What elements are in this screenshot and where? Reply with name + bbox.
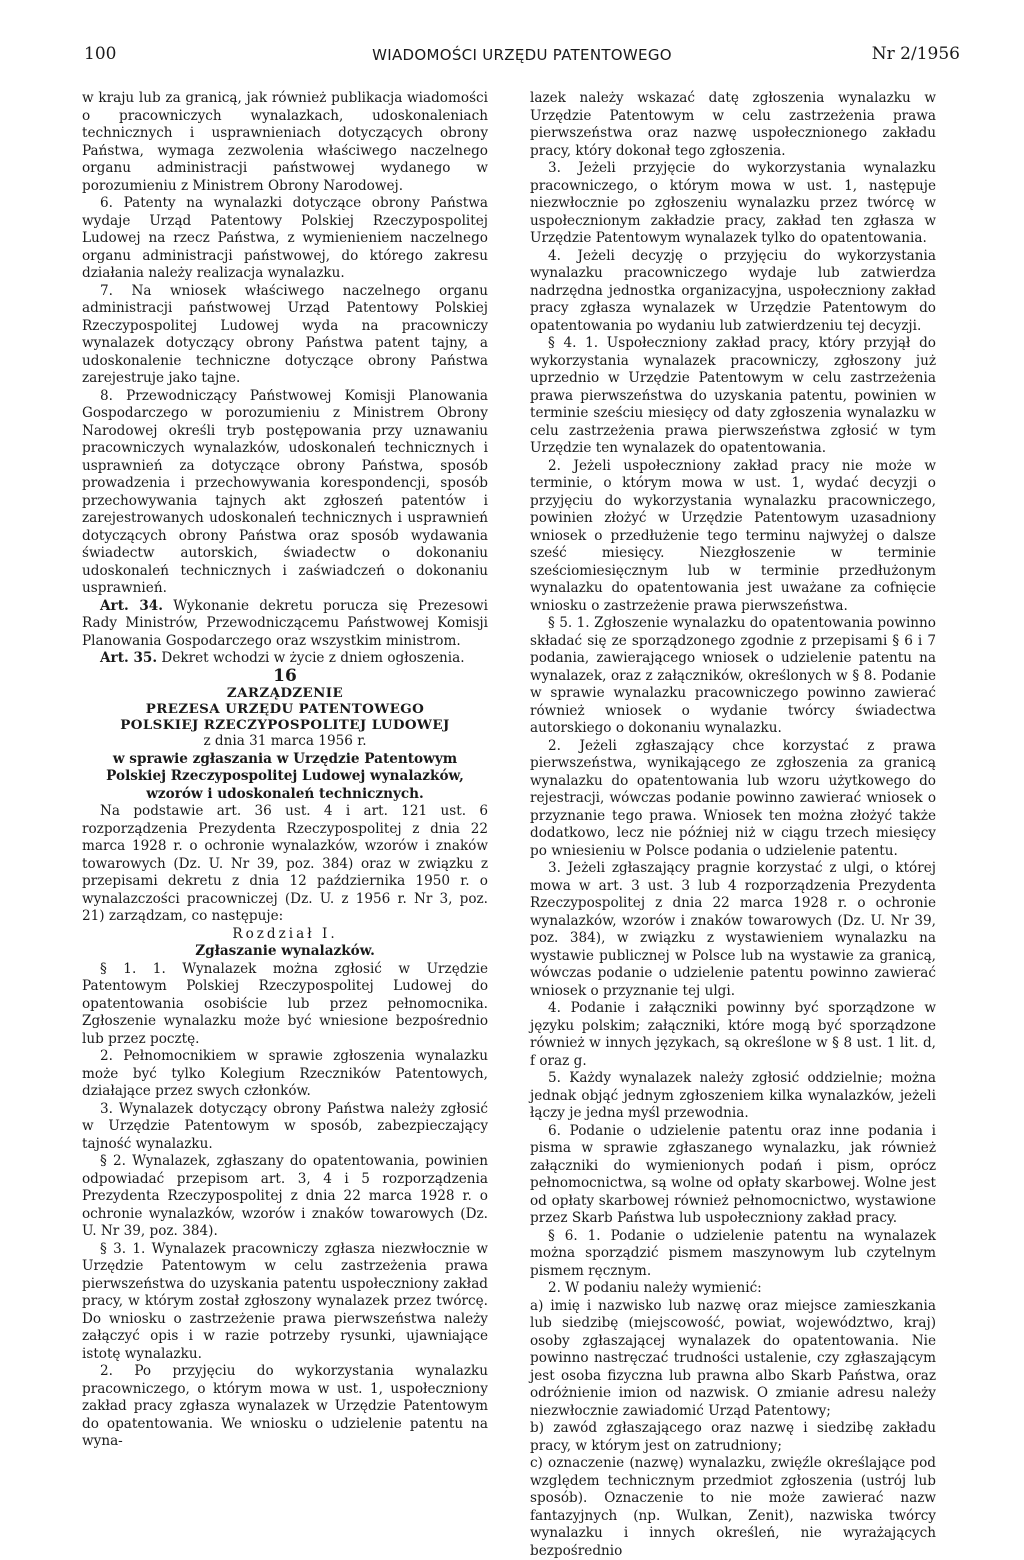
ordinance-issuer-country: POLSKIEJ RZECZYPOSPOLITEJ LUDOWEJ xyxy=(120,717,450,733)
article-label: Art. 35. xyxy=(100,650,158,666)
page-header xyxy=(84,44,960,72)
page-number: 100 xyxy=(84,44,117,64)
article-34 xyxy=(82,598,488,651)
chapter-title: Zgłaszanie wynalazków. xyxy=(195,943,375,959)
paragraph: 6. Patenty na wynalazki dotyczące obrony Państwa wydaje Urząd Patentowy Polskiej Rzeczypospolitej Ludowej na rzecz Państwa, z wymienieniem naczelnego organu administracji państwowej, do którego zakresu działania należy realizacja wynalazku. xyxy=(82,195,488,281)
preamble: Na podstawie art. 36 ust. 4 i art. 121 ust. 6 rozporządzenia Prezydenta Rzeczypospolitej z dnia 22 marca 1928 r. o ochronie wynalazków, wzorów i znaków towarowych (Dz. U. Nr 39, poz. 384) oraz w związku z przepisami dekretu z dnia 12 października 1950 r. o wynalazczości pracowniczej (Dz. U. z 1956 r. Nr 3, poz. 21) zarządzam, co następuje: xyxy=(82,803,488,924)
ordinance-subject: w sprawie zgłaszania w Urzędzie Patentowym Polskiej Rzeczypospolitej Ludowej wynalazków, wzorów i udoskonaleń technicznych. xyxy=(106,750,464,802)
paragraph: 3. Jeżeli przyjęcie do wykorzystania wynalazku pracowniczego, o którym mowa w ust. 1, następuje niezwłocznie po zgłoszeniu wynalazku przez twórcę w uspołecznionym zakładzie pracy, zakład ten zgłasza w Urzędzie Patentowym wynalazek tylko do opatentowania. xyxy=(530,160,936,246)
paragraph: § 2. Wynalazek, zgłaszany do opatentowania, powinien odpowiadać przepisom art. 3, 4 i 5 rozporządzenia Prezydenta Rzeczypospolitej z dnia 22 marca 1928 r. o ochronie wynalazków, wzorów i znaków towarowych (Dz. U. Nr 39, poz. 384). xyxy=(82,1153,488,1239)
paragraph: 7. Na wniosek właściwego naczelnego organu administracji państwowej Urząd Patentowy Polskiej Rzeczypospolitej Ludowej wyda na pracowniczy wynalazek dotyczący obrony Państwa patent tajny, a udoskonalenie techniczne dotyczące obrony Państwa zarejestruje jako tajne. xyxy=(82,282,488,386)
paragraph: 2. W podaniu należy wymienić: xyxy=(548,1280,762,1296)
ordinance-heading: ZARZĄDZENIE xyxy=(226,685,344,701)
paragraph: w kraju lub za granicą, jak również publikacja wiadomości o pracowniczych wynalazkach, udoskonaleniach technicznych i usprawnieniach dotyczących obrony Państwa, wymaga zezwolenia właściwego naczelnego organu administracji państwowej wydanego w porozumieniu z Ministrem Obrony Narodowej. xyxy=(82,90,488,194)
paragraph: lazek należy wskazać datę zgłoszenia wynalazku w Urzędzie Patentowym w celu zastrzeżenia prawa pierwszeństwa oraz nazwę uspołecznionego zakładu pracy, który dokonał tego zgłoszenia. xyxy=(530,90,936,159)
paragraph: 3. Wynalazek dotyczący obrony Państwa należy zgłosić w Urzędzie Patentowym w sposób, zabezpieczający tajność wynalazku. xyxy=(82,1100,488,1152)
paragraph: § 6. 1. Podanie o udzielenie patentu na wynalazek można sporządzić pismem maszynowym lub czytelnym pismem ręcznym. xyxy=(530,1227,936,1279)
paragraph: 2. Po przyjęciu do wykorzystania wynalazku pracowniczego, o którym mowa w ust. 1, uspołeczniony zakład pracy zgłasza wynalazek w Urzędzie Patentowym do opatentowania. We wniosku o udzielenie patentu na wyna- xyxy=(82,1363,488,1449)
paragraph: § 1. 1. Wynalazek można zgłosić w Urzędzie Patentowym Polskiej Rzeczypospolitej Ludowej do opatentowania osobiście lub przez pełnomocnika. Zgłoszenie wynalazku może być wniesione bezpośrednio lub przez pocztę. xyxy=(82,960,488,1047)
paragraph: 8. Przewodniczący Państwowej Komisji Planowania Gospodarczego w porozumieniu z Ministrem Obrony Narodowej określi tryb postępowania przy uznawaniu pracowniczych wynalazków, udoskonaleń technicznych i usprawnień za dotyczące obrony Państwa, sposób prowadzenia i przechowywania korespondencji, sposób przechowywania tajnych akt zgłoszeń patentów i zarejestrowanych udoskonaleń technicznych i usprawnień dotyczących obrony Państwa oraz sposób wydawania świadectw autorskich, świadectw o dokonaniu udoskonaleń technicznych i zaświadczeń o dokonaniu usprawnień. xyxy=(82,387,488,596)
ordinance-issuer: PREZESA URZĘDU PATENTOWEGO xyxy=(145,701,425,717)
right-column xyxy=(530,90,936,1559)
paragraph: 2. Pełnomocnikiem w sprawie zgłoszenia wynalazku może być tylko Kolegium Rzeczników Patentowych, działające przez swych członków. xyxy=(82,1048,488,1099)
article-text: Wykonanie dekretu porucza się Prezesowi Rady Ministrów, Przewodniczącemu Państwowej Komisji Planowania Gospodarczego oraz wszystkim ministrom. xyxy=(82,597,488,649)
issue-number: Nr 2/1956 xyxy=(871,44,960,64)
paragraph: § 5. 1. Zgłoszenie wynalazku do opatentowania powinno składać się ze sporządzonego zgodnie z przepisami § 6 i 7 podania, zawierającego wniosek o udzielenie patentu na wynalazek, oraz z załączników, określonych w § 8. Podanie w sprawie wynalazku pracowniczego powinno zawierać również wniosek o wydanie twórcy świadectwa autorskiego o dokonaniu wynalazku. xyxy=(530,615,936,736)
document-number: 16 xyxy=(273,665,297,686)
paragraph: 2. Jeżeli zgłaszający chce korzystać z prawa pierwszeństwa, wynikającego ze zgłoszenia za granicą wynalazku do opatentowania lub wzoru użytkowego do rejestracji, wówczas podanie powinno zawierać wniosek o przyznanie tego prawa. Wniosek ten można złożyć także dodatkowo, lecz nie później niż w ciągu trzech miesięcy po wniesieniu w Polsce podania o udzielenie patentu. xyxy=(530,737,936,859)
article-label: Art. 34. xyxy=(100,597,163,614)
list-item: b) zawód zgłaszającego oraz nazwę i siedzibę zakładu pracy, w którym jest on zatrudniony; xyxy=(530,1420,936,1454)
journal-title: WIADOMOŚCI URZĘDU PATENTOWEGO xyxy=(372,46,672,64)
article-35 xyxy=(82,650,488,668)
ordinance-date: z dnia 31 marca 1956 r. xyxy=(203,733,367,749)
list-item: c) oznaczenie (nazwę) wynalazku, zwięźle określające pod względem technicznym przedmiot zgłoszenia (ustrój lub sposób). Oznaczenie to nie może zawierać nazw fantazyjnych (np. Wulkan, Zenit), nazwiska twórcy wynalazku i innych określeń, nie wyrażających bezpośrednio xyxy=(530,1455,936,1559)
paragraph: 4. Podanie i załączniki powinny być sporządzone w języku polskim; załączniki, które mogą być sporządzone również w innych językach, są określone w § 8 ust. 1 lit. d, f oraz g. xyxy=(530,1000,936,1069)
left-column xyxy=(82,90,488,1449)
paragraph: 5. Każdy wynalazek należy zgłosić oddzielnie; można jednak objąć jednym zgłoszeniem kilka wynalazków, jeżeli łączy je jedna myśl przewodnia. xyxy=(530,1070,936,1121)
paragraph: 6. Podanie o udzielenie patentu oraz inne podania i pisma w sprawie zgłaszanego wynalazku, jak również załączniki do wymienionych podań i pism, oprócz pełnomocnictwa, są wolne od opłaty skarbowej. Wolne jest od opłaty skarbowej również pełnomocnictwo, wystawione przez Skarb Państwa lub uspołeczniony zakład pracy. xyxy=(530,1122,936,1226)
paragraph: 2. Jeżeli uspołeczniony zakład pracy nie może w terminie, o którym mowa w ust. 1, wydać decyzji o przyjęciu do wykorzystania wynalazku pracowniczego, powinien złożyć w Urzędzie Patentowym uzasadniony wniosek o przedłużenie tego terminu najwyżej o dalsze sześć miesięcy. Niezgłoszenie w terminie sześciomiesięcznym lub w terminie przedłużonym wynalazku do opatentowania jest uważane za cofnięcie wniosku o zastrzeżenie prawa pierwszeństwa. xyxy=(530,457,936,614)
paragraph: 4. Jeżeli decyzję o przyjęciu do wykorzystania wynalazku pracowniczego wydaje lub zatwierdza nadrzędna jednostka organizacyjna, uspołeczniony zakład pracy zgłasza wynalazek w Urzędzie Patentowym do opatentowania po wydaniu lub zatwierdzeniu tej decyzji. xyxy=(530,247,936,334)
paragraph: § 3. 1. Wynalazek pracowniczy zgłasza niezwłocznie w Urzędzie Patentowym w celu zastrzeżenia prawa pierwszeństwa do uzyskania patentu uspołeczniony zakład pracy, w którym został zgłoszony wynalazek przez twórcę. Do wniosku o zastrzeżenie prawa pierwszeństwa należy załączyć opis i w razie potrzeby rysunki, ujawniające istotę wynalazku. xyxy=(82,1240,488,1362)
paragraph: § 4. 1. Uspołeczniony zakład pracy, który przyjął do wykorzystania wynalazek pracowniczy, zgłoszony już uprzednio w Urzędzie Patentowym w celu zastrzeżenia prawa pierwszeństwa do uzyskania patentu, powinien w terminie sześciu miesięcy od daty zgłoszenia wynalazku w celu zastrzeżenia prawa pierwszeństwa zgłosić w tym Urzędzie ten wynalazek do opatentowania. xyxy=(530,335,936,456)
paragraph: 3. Jeżeli zgłaszający pragnie korzystać z ulgi, o której mowa w art. 3 ust. 3 lub 4 rozporządzenia Prezydenta Rzeczypospolitej z dnia 22 marca 1928 r. o ochronie wynalazków, wzorów i znaków towarowych (Dz. U. Nr 39, poz. 384), w związku z wystawieniem wynalazku na wystawie publicznej w Polsce lub na wystawie za granicą, wówczas podanie o udzielenie patentu powinno zawierać wniosek o przyznanie tej ulgi. xyxy=(530,860,936,999)
article-text: Dekret wchodzi w życie z dniem ogłoszenia. xyxy=(157,650,465,666)
chapter-number: Rozdział I. xyxy=(232,925,338,942)
list-item: a) imię i nazwisko lub nazwę oraz miejsce zamieszkania lub siedzibę (miejscowość, powiat, województwo, kraj) osoby zgłaszającej wynalazek do opatentowania. Nie powinno nastręczać trudności ustalenie, czy zgłaszającym jest osoba fizyczna lub prawna albo Skarb Państwa, oraz odróżnienie imion od nazwisk. O zmianie adresu należy niezwłocznie zawiadomić Urząd Patentowy; xyxy=(530,1297,936,1419)
